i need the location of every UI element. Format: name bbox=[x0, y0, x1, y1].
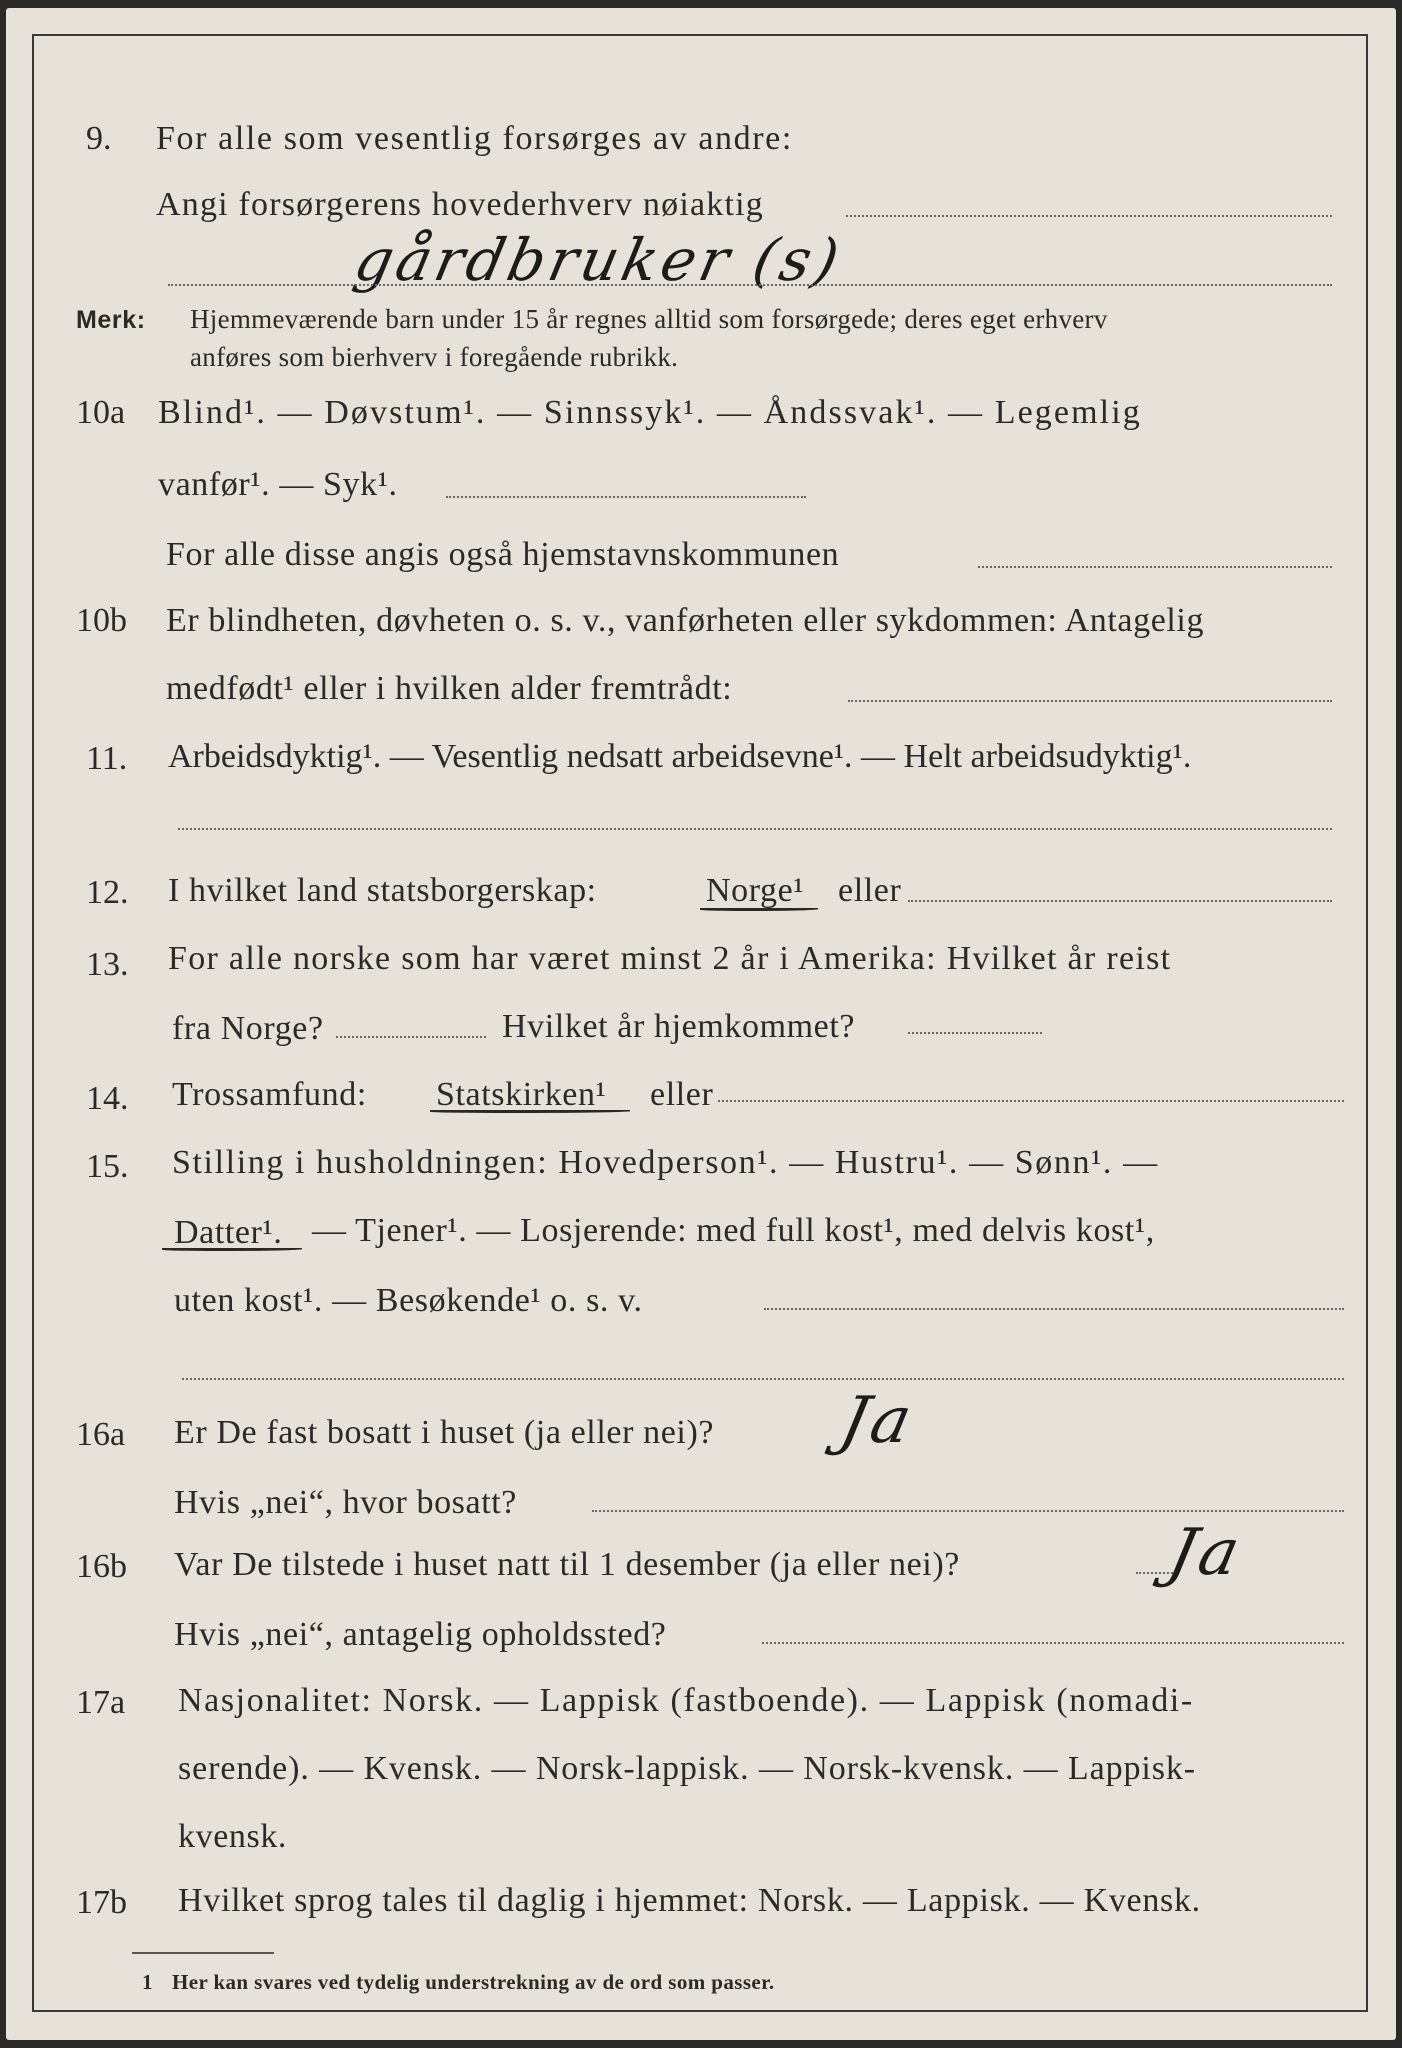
q15-fill-line-1 bbox=[764, 1308, 1344, 1310]
q11-fill-line bbox=[178, 828, 1332, 830]
q15-line3: uten kost¹. — Besøkende¹ o. s. v. bbox=[174, 1282, 643, 1319]
q16a-handwritten-answer: Ja bbox=[834, 1384, 922, 1458]
q12-fill-line bbox=[908, 900, 1332, 902]
q9-line2: Angi forsørgerens hovederhverv nøiaktig bbox=[156, 186, 764, 223]
footnote-text: Her kan svares ved tydelig understrekning av de ord som passer. bbox=[172, 1970, 775, 1994]
q10a-line1: Blind¹. — Døvstum¹. — Sinnssyk¹. — Åndssvak¹. — Legemlig bbox=[158, 394, 1142, 431]
census-form-page bbox=[6, 8, 1396, 2040]
q14-option-statskirken: Statskirken¹ bbox=[436, 1076, 607, 1113]
q11-number: 11. bbox=[86, 740, 128, 777]
footnote-rule bbox=[132, 1952, 274, 1954]
q15-fill-line-2 bbox=[182, 1378, 1344, 1380]
q9-fill-line-2 bbox=[168, 284, 1332, 286]
q16b-number: 16b bbox=[76, 1548, 127, 1585]
q15-line1: Stilling i husholdningen: Hovedperson¹. — Hustru¹. — Sønn¹. — bbox=[172, 1144, 1159, 1181]
q12-option-norge: Norge¹ bbox=[706, 872, 805, 909]
q17b-line1: Hvilket sprog tales til daglig i hjemmet: Norsk. — Lappisk. — Kvensk. bbox=[178, 1882, 1201, 1919]
q16a-number: 16a bbox=[76, 1416, 126, 1453]
q17b-number: 17b bbox=[76, 1884, 127, 1921]
merk-line1: Hjemmeværende barn under 15 år regnes alltid som forsørgede; deres eget erhverv bbox=[190, 304, 1108, 334]
q16a-fill-line bbox=[592, 1510, 1344, 1512]
q12-eller: eller bbox=[838, 872, 902, 909]
q12-question: I hvilket land statsborgerskap: bbox=[168, 872, 597, 909]
q10a-fill-line-2 bbox=[978, 566, 1332, 568]
q13-fill-year-returned bbox=[908, 1032, 1042, 1034]
q10b-line1: Er blindheten, døvheten o. s. v., vanførheten eller sykdommen: Antagelig bbox=[166, 602, 1205, 639]
q16b-fill-line-2 bbox=[762, 1642, 1344, 1644]
q14-fill-line bbox=[718, 1100, 1344, 1102]
q15-line2: — Tjener¹. — Losjerende: med full kost¹, med delvis kost¹, bbox=[312, 1212, 1155, 1249]
q13-number: 13. bbox=[86, 946, 129, 983]
q11-line1: Arbeidsdyktig¹. — Vesentlig nedsatt arbeidsevne¹. — Helt arbeidsudyktig¹. bbox=[168, 738, 1192, 775]
q9-line1: For alle som vesentlig forsørges av andre: bbox=[156, 120, 793, 157]
q10a-fill-line-1 bbox=[446, 496, 806, 498]
q10a-line2: vanfør¹. — Syk¹. bbox=[158, 466, 398, 503]
footnote-mark: 1 bbox=[142, 1970, 153, 1994]
merk-label: Merk: bbox=[76, 306, 146, 334]
q16b-line2: Hvis „nei“, antagelig opholdssted? bbox=[174, 1616, 667, 1653]
q17a-line1: Nasjonalitet: Norsk. — Lappisk (fastboende). — Lappisk (nomadi- bbox=[178, 1682, 1194, 1719]
q16b-line1: Var De tilstede i huset natt til 1 desember (ja eller nei)? bbox=[174, 1546, 960, 1583]
q14-number: 14. bbox=[86, 1080, 129, 1117]
q13-fill-year-left bbox=[336, 1036, 486, 1038]
q9-fill-line-1 bbox=[846, 215, 1332, 217]
q17a-line2: serende). — Kvensk. — Norsk-lappisk. — Norsk-kvensk. — Lappisk- bbox=[178, 1750, 1196, 1787]
q15-number: 15. bbox=[86, 1148, 129, 1185]
q12-number: 12. bbox=[86, 874, 129, 911]
q14-eller: eller bbox=[650, 1076, 714, 1113]
q16a-line1: Er De fast bosatt i huset (ja eller nei)? bbox=[174, 1414, 715, 1451]
q17a-number: 17a bbox=[76, 1684, 126, 1721]
q15-option-datter: Datter¹. bbox=[174, 1214, 283, 1251]
q13-line2b: Hvilket år hjemkommet? bbox=[502, 1008, 856, 1045]
q9-handwritten-answer: gårdbruker (s) bbox=[348, 226, 849, 294]
q9-number: 9. bbox=[86, 120, 112, 157]
q10a-number: 10a bbox=[76, 394, 126, 431]
merk-line2: anføres som bierhverv i foregående rubrikk. bbox=[190, 342, 679, 372]
q13-line2a: fra Norge? bbox=[172, 1010, 324, 1047]
q14-label: Trossamfund: bbox=[172, 1076, 367, 1113]
q10a-line3: For alle disse angis også hjemstavnskommunen bbox=[166, 536, 840, 573]
q13-line1: For alle norske som har været minst 2 år i Amerika: Hvilket år reist bbox=[168, 940, 1172, 977]
q16b-handwritten-answer: Ja bbox=[1162, 1516, 1250, 1590]
q10b-line2: medfødt¹ eller i hvilken alder fremtrådt: bbox=[166, 670, 733, 707]
q10b-fill-line bbox=[848, 700, 1332, 702]
q10b-number: 10b bbox=[76, 602, 127, 639]
q17a-line3: kvensk. bbox=[178, 1818, 288, 1855]
q16a-line2: Hvis „nei“, hvor bosatt? bbox=[174, 1484, 517, 1521]
